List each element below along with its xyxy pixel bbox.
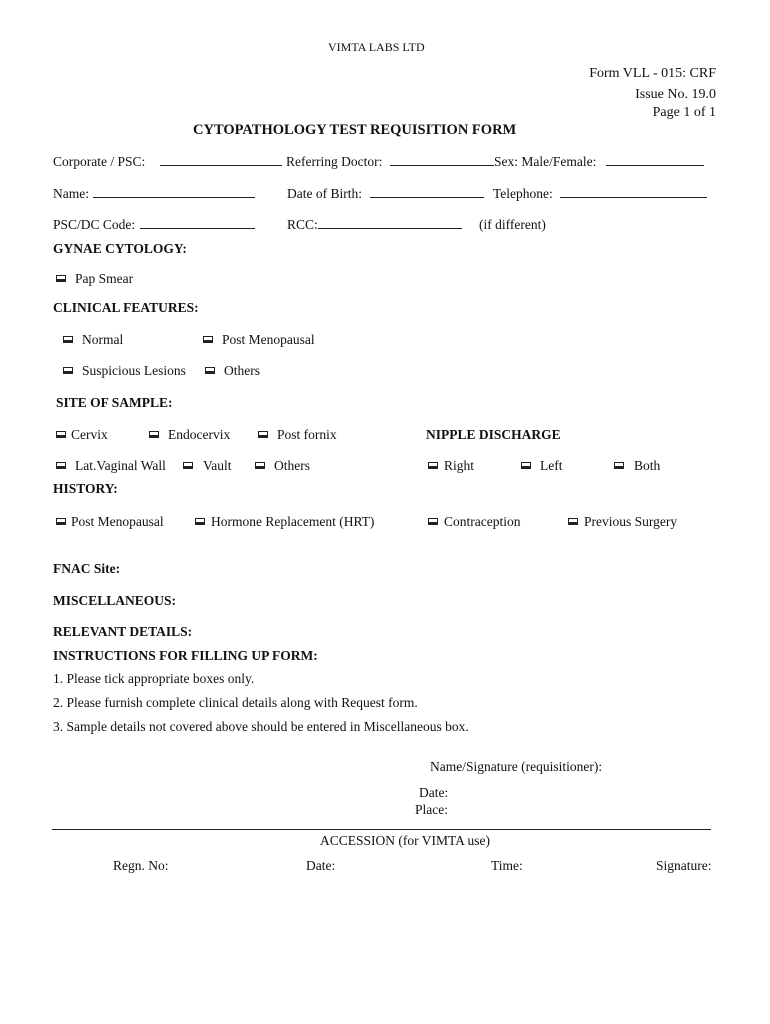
left-label: Left bbox=[540, 458, 563, 473]
post-menopausal-label: Post Menopausal bbox=[222, 332, 315, 347]
if-different-note: (if different) bbox=[479, 217, 546, 232]
sex-field[interactable] bbox=[606, 154, 704, 166]
name-signature-label: Name/Signature (requisitioner): bbox=[430, 759, 603, 774]
both-label: Both bbox=[634, 458, 661, 473]
referring-doctor-label: Referring Doctor: bbox=[286, 154, 383, 169]
site-of-sample-heading: SITE OF SAMPLE: bbox=[56, 395, 173, 410]
form-number: Form VLL - 015: CRF bbox=[589, 66, 716, 81]
instruction-item: 3. Sample details not covered above should be entered in Miscellaneous box. bbox=[53, 719, 469, 734]
psc-dc-code-label: PSC/DC Code: bbox=[53, 217, 136, 232]
telephone-label: Telephone: bbox=[493, 186, 553, 201]
vault-label: Vault bbox=[203, 458, 232, 473]
gynae-cytology-heading: GYNAE CYTOLOGY: bbox=[53, 241, 187, 256]
rcc-field[interactable] bbox=[318, 217, 462, 229]
corporate-psc-label: Corporate / PSC: bbox=[53, 154, 146, 169]
name-field[interactable] bbox=[93, 186, 255, 198]
relevant-details-heading: RELEVANT DETAILS: bbox=[53, 624, 193, 639]
signature-place-label: Place: bbox=[415, 802, 448, 817]
signature-date-label: Date: bbox=[419, 785, 449, 800]
accession-title: ACCESSION (for VIMTA use) bbox=[320, 833, 491, 848]
form-title: CYTOPATHOLOGY TEST REQUISITION FORM bbox=[193, 122, 517, 138]
accession-date-label: Date: bbox=[306, 858, 336, 873]
issue-number: Issue No. 19.0 bbox=[635, 87, 716, 102]
post-menopausal-checkbox[interactable] bbox=[203, 336, 213, 343]
previous-surgery-checkbox[interactable] bbox=[568, 518, 578, 525]
post-fornix-checkbox[interactable] bbox=[258, 431, 268, 438]
history-heading: HISTORY: bbox=[53, 481, 118, 496]
right-checkbox[interactable] bbox=[428, 462, 438, 469]
cervix-label: Cervix bbox=[71, 427, 108, 442]
nipple-discharge-heading: NIPPLE DISCHARGE bbox=[426, 427, 561, 442]
contraception-label: Contraception bbox=[444, 514, 521, 529]
accession-time-label: Time: bbox=[491, 858, 523, 873]
hrt-checkbox[interactable] bbox=[195, 518, 205, 525]
history-post-menopausal-label: Post Menopausal bbox=[71, 514, 164, 529]
clinical-others-checkbox[interactable] bbox=[205, 367, 215, 374]
instruction-item: 1. Please tick appropriate boxes only. bbox=[53, 671, 255, 686]
site-others-label: Others bbox=[274, 458, 310, 473]
referring-doctor-field[interactable] bbox=[390, 154, 494, 166]
sex-label: Sex: Male/Female: bbox=[494, 154, 597, 169]
left-checkbox[interactable] bbox=[521, 462, 531, 469]
rcc-label: RCC: bbox=[287, 217, 318, 232]
page-number: Page 1 of 1 bbox=[652, 105, 716, 120]
clinical-features-heading: CLINICAL FEATURES: bbox=[53, 300, 199, 315]
accession-signature-label: Signature: bbox=[656, 858, 712, 873]
corporate-psc-field[interactable] bbox=[160, 154, 282, 166]
previous-surgery-label: Previous Surgery bbox=[584, 514, 678, 529]
right-label: Right bbox=[444, 458, 475, 473]
divider bbox=[52, 829, 711, 830]
organization-name: VIMTA LABS LTD bbox=[328, 40, 425, 54]
miscellaneous-heading: MISCELLANEOUS: bbox=[53, 593, 177, 608]
cervix-checkbox[interactable] bbox=[56, 431, 66, 438]
lat-vaginal-wall-checkbox[interactable] bbox=[56, 462, 66, 469]
history-post-menopausal-checkbox[interactable] bbox=[56, 518, 66, 525]
endocervix-label: Endocervix bbox=[168, 427, 231, 442]
pap-smear-label: Pap Smear bbox=[75, 271, 134, 286]
dob-label: Date of Birth: bbox=[287, 186, 362, 201]
both-checkbox[interactable] bbox=[614, 462, 624, 469]
instruction-item: 2. Please furnish complete clinical details along with Request form. bbox=[53, 695, 418, 710]
post-fornix-label: Post fornix bbox=[277, 427, 337, 442]
regn-no-label: Regn. No: bbox=[113, 858, 169, 873]
name-label: Name: bbox=[53, 186, 89, 201]
telephone-field[interactable] bbox=[560, 186, 707, 198]
lat-vaginal-wall-label: Lat.Vaginal Wall bbox=[75, 458, 166, 473]
dob-field[interactable] bbox=[370, 186, 484, 198]
suspicious-lesions-checkbox[interactable] bbox=[63, 367, 73, 374]
contraception-checkbox[interactable] bbox=[428, 518, 438, 525]
normal-label: Normal bbox=[82, 332, 124, 347]
endocervix-checkbox[interactable] bbox=[149, 431, 159, 438]
psc-dc-code-field[interactable] bbox=[140, 217, 255, 229]
site-others-checkbox[interactable] bbox=[255, 462, 265, 469]
suspicious-lesions-label: Suspicious Lesions bbox=[82, 363, 186, 378]
normal-checkbox[interactable] bbox=[63, 336, 73, 343]
pap-smear-checkbox[interactable] bbox=[56, 275, 66, 282]
clinical-others-label: Others bbox=[224, 363, 260, 378]
instructions-heading: INSTRUCTIONS FOR FILLING UP FORM: bbox=[53, 648, 318, 663]
fnac-site-heading: FNAC Site: bbox=[53, 561, 121, 576]
vault-checkbox[interactable] bbox=[183, 462, 193, 469]
hrt-label: Hormone Replacement (HRT) bbox=[211, 514, 375, 529]
